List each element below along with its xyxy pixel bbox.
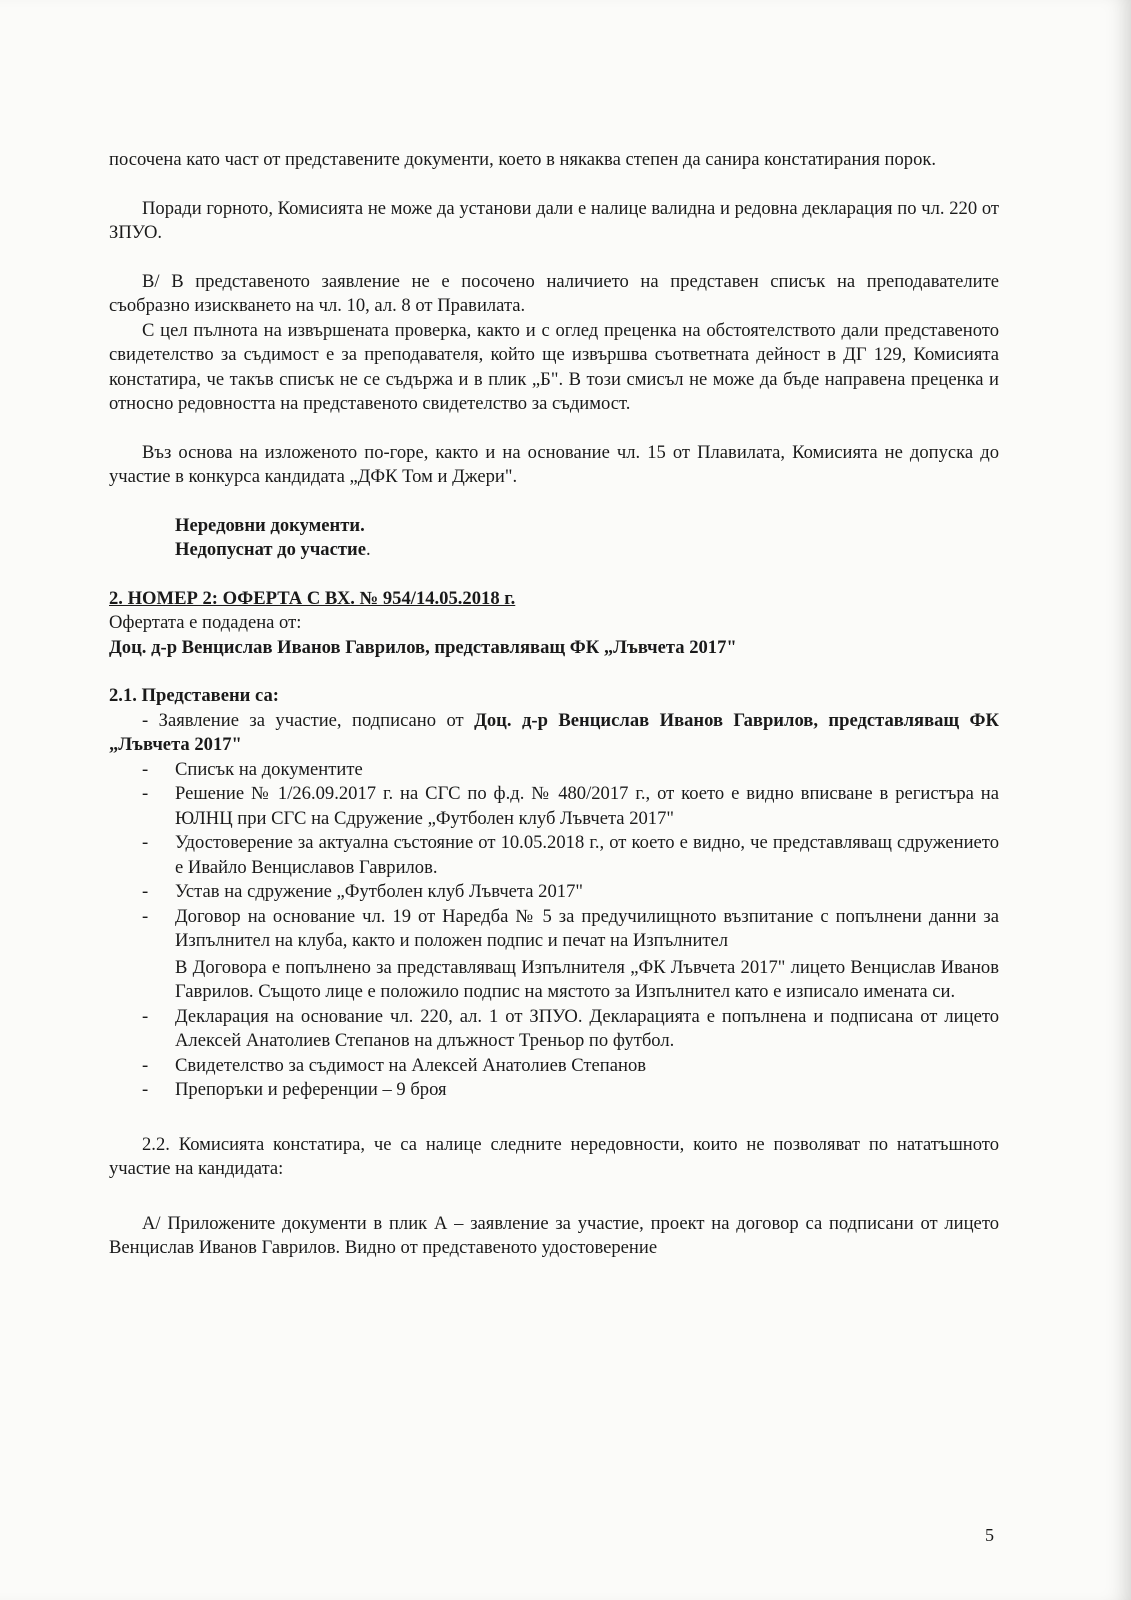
submitted-by-label: Офертата е подадена от: xyxy=(109,612,302,633)
section-heading-offer-2: 2. НОМЕР 2: ОФЕРТА С ВХ. № 954/14.05.2018 г. xyxy=(109,587,516,609)
paragraph-conclusion: Въз основа на изложеното по-горе, както и на основание чл. 15 от Плавилата, Комисията не допуска до участие в конкурса кандидата „ДФК Том и Джери". xyxy=(109,441,999,487)
list-item: - Свидетелство за съдимост на Алексей Анатолиев Степанов xyxy=(109,1054,999,1079)
paragraph-continuation: посочена като част от представените документи, което в някаква степен да санира констатирания порок. xyxy=(109,149,937,170)
list-item: - Устав на сдружение „Футболен клуб Лъвчета 2017" xyxy=(109,880,999,905)
paragraph-irregularities: 2.2. Комисията констатира, че са налице следните нередовности, които не позволяват по нататъшното участие на кандидата: xyxy=(109,1133,999,1179)
paragraph-point-v: В/ В представеното заявление не е посочено наличието на представен списък на преподавателите съобразно изискването на чл. 10, ал. 8 от Правилата. xyxy=(109,270,999,316)
submitter-name: Доц. д-р Венцислав Иванов Гаврилов, представляващ ФК „Лъвчета 2017" xyxy=(109,636,737,658)
list-item: - Удостоверение за актуална състояние от 10.05.2018 г., от което е видно, че представляващ сдружението е Ивайло Венциславов Гаврилов. xyxy=(109,831,999,880)
paragraph-point-a: А/ Приложените документи в плик А – заявление за участие, проект на договор са подписани от лицето Венцислав Иванов Гаврилов. Видно от представеното удостоверение xyxy=(109,1212,999,1258)
list-item: - Договор на основание чл. 19 от Наредба № 5 за предучилищното възпитание с попълнени данни за Изпълнител на клуба, както и положен подпис и печат на Изпълнител В Договора е попълнено за представляващ Изпълнителя „ФК Лъвчета 2017" лицето Венцислав Иванов Гаврилов. Същото лице е положило подпис на мястото за Изпълнител като е изписало имената си. xyxy=(109,905,999,1005)
subsection-heading-presented: 2.1. Представени са: xyxy=(109,685,280,706)
list-item: - Списък на документите xyxy=(109,758,999,783)
application-item: - Заявление за участие, подписано от Доц. д-р Венцислав Иванов Гаврилов, представляващ ФК „Лъвчета 2017" xyxy=(109,709,999,755)
list-item: - Декларация на основание чл. 220, ал. 1 от ЗПУО. Декларацията е попълнена и подписана от лицето Алексей Анатолиев Степанов на длъжност Треньор по футбол. xyxy=(109,1005,999,1054)
verdict-not-admitted: Недопуснат до участие. xyxy=(175,539,371,560)
page-content xyxy=(109,148,999,1261)
contract-note: В Договора е попълнено за представляващ Изпълнителя „ФК Лъвчета 2017" лицето Венцислав Иванов Гаврилов. Същото лице е положило подпис на мястото за Изпълнител като е изписало имената си. xyxy=(175,956,999,1002)
list-item: - Препоръки и референции – 9 броя xyxy=(109,1078,999,1103)
list-item: - Решение № 1/26.09.2017 г. на СГС по ф.д. № 480/2017 г., от което е видно вписване в регистъра на ЮЛНЦ при СГС на Сдружение „Футболен клуб Лъвчета 2017" xyxy=(109,782,999,831)
page-number: 5 xyxy=(985,1525,994,1545)
verdict-irregular: Нередовни документи. xyxy=(175,514,365,536)
paragraph-declaration: Поради горното, Комисията не може да установи дали е налице валидна и редовна декларация по чл. 220 от ЗПУО. xyxy=(109,197,999,243)
documents-list xyxy=(109,758,999,1103)
paragraph-check: С цел пълнота на извършената проверка, както и с оглед преценка на обстоятелството дали представеното свидетелство за съдимост е за преподавателя, който ще извършва съответната дейност в ДГ 129, Комисията констатира, че такъв списък не се съдържа и в плик „Б". В този смисъл не може да бъде направена преценка и относно редовността на представеното свидетелство за съдимост. xyxy=(109,319,999,414)
